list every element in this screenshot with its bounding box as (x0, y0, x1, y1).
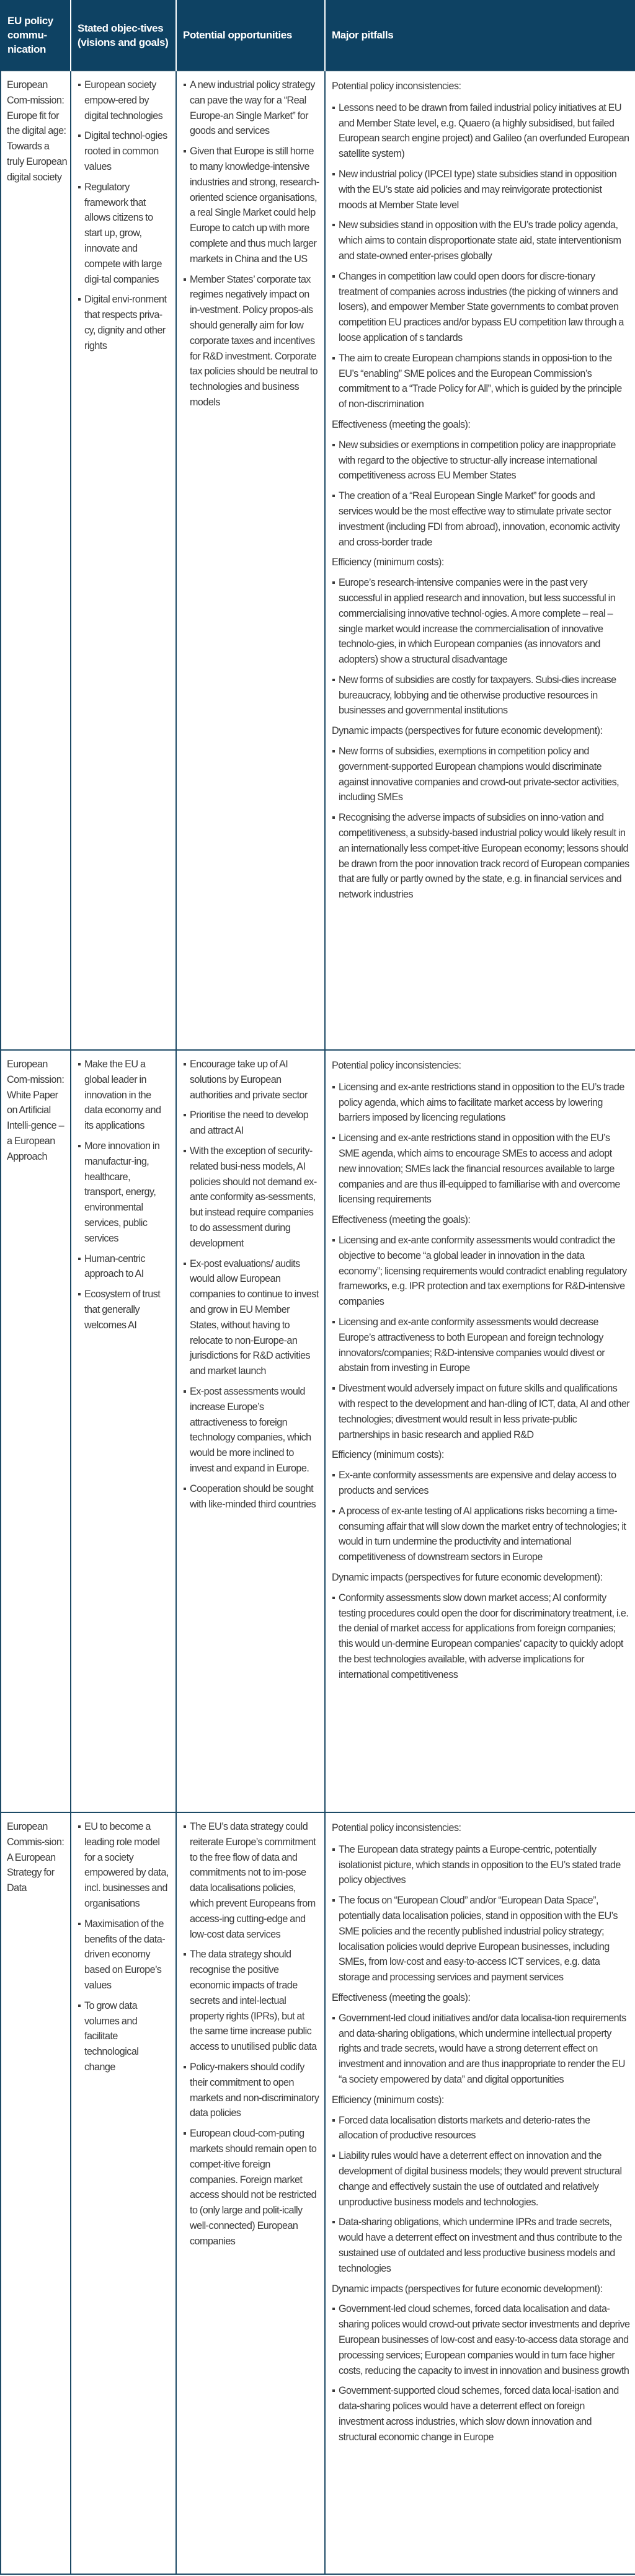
list-item: Human-centric approach to AI (78, 1251, 171, 1282)
list-item: Licensing and ex-ante restrictions stand in opposition with the EU’s SME agenda, which aims to encourage SMEs to access and adopt new innovation; SMEs lack the financial resources available to large companies and are thus ill-equipped to familiarise with and overcome licensing requirements (332, 1131, 630, 1207)
inconsistencies-label: Potential policy inconsistencies: (332, 1060, 461, 1071)
list-item: A process of ex-ante testing of AI applications risks becoming a time-consuming affair that will slow down the market entry of technologies; it would in turn undermine the productivity and international competitiveness of downstream sectors in Europe (332, 1504, 630, 1565)
efficiency-list (332, 575, 630, 718)
cell-pitfalls (325, 71, 635, 1050)
list-item: EU to become a leading role model for a society empowered by data, incl. businesses and organisations (78, 1819, 171, 1912)
cell-objectives (71, 1050, 176, 1812)
list-item: Ex-post evaluations/ audits would allow European companies to continue to invest and grow in EU Member States, without having to relocate to non-Europe-an jurisdictions for R&D activities and market launch (183, 1256, 319, 1379)
list-item: European cloud-com-puting markets should remain open to compet-itive foreign companies. Foreign market access should not be restricted to (only large and polit-ically well-connected) European companies (183, 2126, 319, 2249)
list-item: The EU’s data strategy could reiterate Europe’s commitment to the free flow of data and commitments not to im-pose data localisations policies, which prevent Europeans from access-ing cutting-edge and low-cost data services (183, 1819, 319, 1942)
inconsistencies-list (332, 1842, 630, 1985)
list-item: Ex-post assessments would increase Europe’s attractiveness to foreign technology companies, which would be more inclined to invest and expand in Europe. (183, 1384, 319, 1476)
effectiveness-label: Effectiveness (meeting the goals): (332, 1992, 471, 2003)
objectives-list (78, 1057, 171, 1333)
list-item: With the exception of security-related busi-ness models, AI policies should not demand ex-ante conformity as-sessments, but instead require companies to do assessment during development (183, 1144, 319, 1251)
list-item: Regulatory framework that allows citizens to start up, grow, innovate and compete with large digi-tal companies (78, 180, 171, 288)
list-item: Ex-ante conformity assessments are expensive and delay access to products and services (332, 1468, 630, 1499)
header-row (1, 0, 635, 71)
list-item: Lessons need to be drawn from failed industrial policy initiatives at EU and Member State level, e.g. Quaero (a highly subsidised, but failed European search engine project) and Galileo (an overfunded European satellite system) (332, 100, 630, 162)
dynamic-impacts-list (332, 2301, 630, 2445)
list-item: Digital technol-ogies rooted in common values (78, 128, 171, 174)
header-communication: EU policy commu-nication (1, 0, 71, 71)
list-item: Policy-makers should codify their commitment to open markets and non-discriminatory data policies (183, 2060, 319, 2121)
efficiency-label: Efficiency (minimum costs): (332, 2094, 444, 2106)
list-item: Recognising the adverse impacts of subsidies on inno-vation and competitiveness, a subsidy-based industrial policy would likely result in an internationally less compet-itive European economy; lessons should be drawn from the poor innovation track record of European companies that are fully or partly owned by the state, e.g. in financial services and network industries (332, 810, 630, 902)
list-item: New subsidies or exemptions in competition policy are inappropriate with regard to the objective to structur-ally increase international competitiveness across EU Member States (332, 438, 630, 483)
list-item: Licensing and ex-ante conformity assessments would decrease Europe’s attractiveness to both European and foreign technology innovators/companies; R&D-intensive companies would divest or abstain from investing in Europe (332, 1315, 630, 1376)
list-item: To grow data volumes and facilitate technological change (78, 1998, 171, 2075)
efficiency-label: Efficiency (minimum costs): (332, 1449, 444, 1461)
dynamic-impacts-label: Dynamic impacts (perspectives for future economic development): (332, 1571, 603, 1583)
cell-pitfalls (325, 1812, 635, 2574)
list-item: Ecosystem of trust that generally welcomes AI (78, 1287, 171, 1333)
list-item: Divestment would adversely impact on future skills and qualifications with respect to the development and han-dling of ICT, data, AI and other technologies; divestment would result in less private-public partnerships in basic research and applied R&D (332, 1381, 630, 1442)
table-row (1, 71, 635, 1050)
list-item: Given that Europe is still home to many knowledge-intensive industries and strong, research-oriented science organisations, a real Single Market could help Europe to catch up with more complete and thus much larger markets in China and the US (183, 144, 319, 267)
communication-title: European Com-mission: Europe fit for the digital age: Towards a truly European digital society (7, 79, 68, 183)
cell-objectives (71, 71, 176, 1050)
cell-communication (1, 1050, 71, 1812)
list-item: Prioritise the need to develop and attract AI (183, 1108, 319, 1139)
list-item: Government-supported cloud schemes, forced data local-isation and data-sharing polices would have a deterrent effect on foreign investment across industries, which slow down innovation and structural economic change in Europe (332, 2383, 630, 2445)
list-item: Licensing and ex-ante conformity assessments would contradict the objective to become “a global leader in innovation in the data economy”; licensing requirements would contradict enabling regulatory frameworks, e.g. IPR protection and tax exemptions for R&D-intensive companies (332, 1233, 630, 1310)
table-header (1, 0, 635, 71)
effectiveness-label: Effectiveness (meeting the goals): (332, 418, 471, 430)
list-item: Cooperation should be sought with like-minded third countries (183, 1481, 319, 1512)
table-row (1, 1050, 635, 1812)
inconsistencies-list (332, 1080, 630, 1207)
list-item: New subsidies stand in opposition with the EU’s trade policy agenda, which aims to contain disproportionate state aid, state interventionism and state-owned enter-prises globally (332, 218, 630, 263)
effectiveness-label: Effectiveness (meeting the goals): (332, 1214, 471, 1226)
list-item: The focus on “European Cloud” and/or “European Data Space”, potentially data localisation policies, stand in opposition with the EU’s SME policies and the recently published industrial policy strategy; localisation policies would deprive European businesses, including SMEs, from low-cost and easy-to-access ICT services, e.g. data storage and processing services and payment services (332, 1893, 630, 1985)
header-opportunities: Potential opportunities (176, 0, 325, 71)
list-item: The aim to create European champions stands in opposi-tion to the EU’s “enabling” SME polices and the European Commission’s commitment to a “Trade Policy for All”, which is guided by the principle of non-discrimination (332, 351, 630, 412)
communication-title: European Commis-sion: A European Strategy for Data (7, 1821, 64, 1894)
list-item: European society empow-ered by digital technologies (78, 77, 171, 123)
cell-objectives (71, 1812, 176, 2574)
list-item: New forms of subsidies, exemptions in competition policy and government-supported European champions would discriminate against innovative companies and crowd-out private-sector activities, including SMEs (332, 744, 630, 805)
opportunities-list (183, 1057, 319, 1512)
list-item: Maximisation of the benefits of the data-driven economy based on Europe’s values (78, 1917, 171, 1993)
efficiency-list (332, 2113, 630, 2277)
table-row (1, 1812, 635, 2574)
cell-communication (1, 71, 71, 1050)
dynamic-impacts-label: Dynamic impacts (perspectives for future economic development): (332, 725, 603, 737)
list-item: Member States’ corporate tax regimes negatively impact on in-vestment. Policy propos-als should generally aim for low corporate taxes and incentives for R&D investment. Corporate tax policies should be neutral to technologies and business models (183, 272, 319, 410)
opportunities-list (183, 77, 319, 410)
dynamic-impacts-list (332, 744, 630, 902)
list-item: More innovation in manufactur-ing, healthcare, transport, energy, environmental services, public services (78, 1139, 171, 1246)
dynamic-impacts-label: Dynamic impacts (perspectives for future economic development): (332, 2283, 603, 2295)
list-item: New forms of subsidies are costly for taxpayers. Subsi-dies increase bureaucracy, lobbying and tie otherwise productive resources in businesses and governmental institutions (332, 673, 630, 718)
list-item: Government-led cloud initiatives and/or data localisa-tion requirements and data-sharing obligations, which undermine intellectual property rights and trade secrets, would have a strong deterrent effect on investment and innovation and are thus inappropriate to render the EU “a society empowered by data” and digital opportunities (332, 2011, 630, 2088)
dynamic-impacts-list (332, 1590, 630, 1683)
list-item: Forced data localisation distorts markets and deterio-rates the allocation of productive resources (332, 2113, 630, 2144)
list-item: Government-led cloud schemes, forced data localisation and data-sharing polices would crowd-out private sector investments and deprive European businesses of low-cost and easy-to-access data storage and processing services; European companies would in turn face higher costs, reducing the capacity to invest in innovation and business growth (332, 2301, 630, 2378)
list-item: Licensing and ex-ante restrictions stand in opposition to the EU’s trade policy agenda, which aims to facilitate market access by lowering barriers imposed by licencing regulations (332, 1080, 630, 1126)
header-pitfalls: Major pitfalls (325, 0, 635, 71)
list-item: New industrial policy (IPCEI type) state subsidies stand in opposition with the EU’s state aid policies and may reinvigorate protectionist moods at Member State level (332, 167, 630, 213)
effectiveness-list (332, 1233, 630, 1442)
efficiency-label: Efficiency (minimum costs): (332, 557, 444, 568)
table-body (1, 71, 635, 2574)
list-item: Changes in competition law could open doors for discre-tionary treatment of companies across industries (the picking of winners and losers), and empower Member State governments to combat proven competition EU practices and/or bypass EU competition law through a loose application of s tandards (332, 269, 630, 346)
cell-opportunities (176, 1812, 325, 2574)
communication-title: European Com-mission: White Paper on Artificial Intelli-gence – a European Approach (7, 1059, 64, 1162)
list-item: A new industrial policy strategy can pave the way for a “Real Europe-an Single Market” for goods and services (183, 77, 319, 139)
inconsistencies-label: Potential policy inconsistencies: (332, 81, 461, 92)
list-item: Liability rules would have a deterrent effect on innovation and the development of digital business models; they would prevent structural change and effectively sustain the use of outdated and relatively unproductive business models and technologies. (332, 2148, 630, 2210)
list-item: The creation of a “Real European Single Market” for goods and services would be the most effective way to stimulate private sector investment (including FDI from abroad), innovation, economic activity and cross-border trade (332, 488, 630, 550)
cell-opportunities (176, 71, 325, 1050)
effectiveness-list (332, 438, 630, 550)
list-item: Digital envi-ronment that respects priva-cy, dignity and other rights (78, 292, 171, 353)
cell-pitfalls (325, 1050, 635, 1812)
list-item: Europe’s research-intensive companies were in the past very successful in applied research and innovation, but less successful in commercialising innovative technol-ogies. A more complete – real – single market would increase the commercialisation of innovative technolo-gies, in which European companies (as innovators and adopters) show a structural disadvantage (332, 575, 630, 668)
list-item: Encourage take up of AI solutions by European authorities and private sector (183, 1057, 319, 1103)
list-item: The European data strategy paints a Europe-centric, potentially isolationist picture, which stands in opposition to the EU’s stated trade policy objectives (332, 1842, 630, 1888)
inconsistencies-label: Potential policy inconsistencies: (332, 1822, 461, 1833)
header-objectives: Stated objec-tives (visions and goals) (71, 0, 176, 71)
objectives-list (78, 77, 171, 354)
efficiency-list (332, 1468, 630, 1565)
list-item: The data strategy should recognise the positive economic impacts of trade secrets and intel-lectual property rights (IPRs), but at the same time increase public access to unutilised public data (183, 1947, 319, 2055)
objectives-list (78, 1819, 171, 2075)
opportunities-list (183, 1819, 319, 2249)
effectiveness-list (332, 2011, 630, 2088)
list-item: Data-sharing obligations, which undermine IPRs and trade secrets, would have a deterrent effect on investment and thus contribute to the sustained use of outdated and less productive business models and technologies (332, 2215, 630, 2276)
inconsistencies-list (332, 100, 630, 412)
cell-opportunities (176, 1050, 325, 1812)
list-item: Make the EU a global leader in innovation in the data economy and its applications (78, 1057, 171, 1134)
cell-communication (1, 1812, 71, 2574)
list-item: Conformity assessments slow down market access; AI conformity testing procedures could open the door for discriminatory treatment, i.e. the denial of market access for applications from foreign companies; this would un-dermine European companies’ capacity to quickly adopt the best technologies available, with adverse implications for international competitiveness (332, 1590, 630, 1683)
